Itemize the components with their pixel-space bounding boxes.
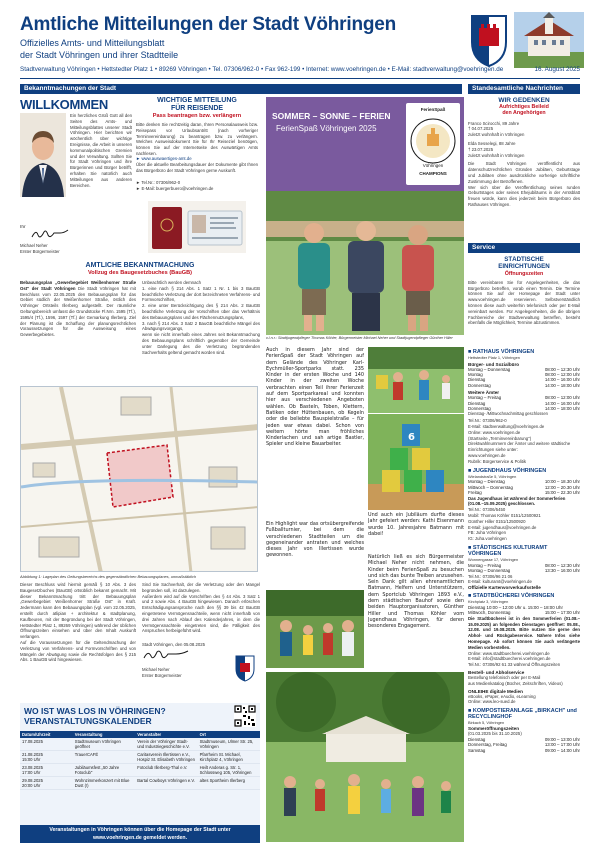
obituary-entry: Elda Sesselegi, 88 Jahre † 23.07.2025 zuletzt wohnhaft in Vöhringen [468, 140, 525, 158]
travel-text: Bitte denken Sie rechtzeitig daran, Ihren Personalausweis bzw. Reisepass vor Urlaubsantritt (nach vorheriger Terminvereinbarung) zu beantragen bzw. zu verlängern. Welches Ausweisdokument Sie für Ihr Reiseziel benötigen, können Sie auf der Internetseite des Auswärtigen Amts nachlesen. [136, 122, 258, 156]
kultur-extra: Offizielle Kartenvorverkaufsstelle [468, 585, 541, 591]
logo-text-1: FerienSpaß [420, 107, 446, 112]
hours-row: Montag – Donnerstag 08:00 – 12:30 Uhr [468, 366, 580, 372]
masthead-divider [20, 78, 580, 79]
kultur-address: Wonnengasse 17, Vöhringen [468, 557, 519, 563]
service-title-2: EINRICHTUNGEN [498, 263, 550, 271]
calendar-footer-2[interactable]: www.voehringen.de gemeldet werden. [92, 835, 188, 841]
calendar-col-event: Veranstaltung [73, 731, 135, 738]
hours-row: Montag – Freitag 08:00 – 12:00 Uhr [468, 395, 580, 401]
hours-row: Montag – Donnerstag 13:30 – 16:00 Uhr [468, 568, 580, 574]
hours-row: Donnerstag 14:00 – 18:00 Uhr [468, 382, 580, 388]
kids-photo-1 [368, 347, 464, 413]
buecherei-title: ■ STADTBÜCHEREI VÖHRINGEN [468, 593, 555, 600]
hours-row: Mittwoch – Donnerstag 12:00 – 20.30 Uhr [468, 484, 580, 490]
hours-row: Montag – Dienstag 10:00 – 18.30 Uhr [468, 479, 580, 485]
table-cell: 17.08.2025 [20, 738, 73, 751]
jugend-title: ■ JUGENDHAUS VÖHRINGEN [468, 467, 547, 474]
notice-col2b-text: Sind Sie Sachverhalt, der die Verletzung oder den Mangel begründen soll, ist darzulegen. Außerdem wird auf die Vorschriften des § 44 Abs. 3 Satz 1 und 2 sowie Abs. 4 BauGB hingewiesen. Danach erlöschen Entschädigungsansprüche nach den §§ 39 bis 42 BauGB eingetretene Vermögensnachteile, wenn nicht innerhalb von drei Jahren nach Ablauf des Kalenderjahres, in dem die Vermögensnachteile eingetreten sind, die Fälligkeit des Anspruches herbeigeführt wird. [142, 582, 260, 634]
cans-photo [368, 414, 464, 510]
table-cell: Bartal Cowboys Vöhringen e.V. [135, 777, 197, 790]
kultur-title: ■ STÄDTISCHES KULTURAMT VÖHRINGEN [468, 545, 548, 558]
table-cell: 29.08.2025 20:00 Uhr [20, 777, 73, 790]
obituary-title-2: Aufrichtiges Beileid [499, 104, 549, 110]
rathaus-address: Hettstedter Platz 1, Vöhringen [468, 354, 520, 360]
table-row [20, 738, 260, 751]
table-row [20, 751, 260, 764]
travel-link[interactable]: ► www.auswaertiges-amt.de [136, 156, 192, 161]
table-cell: Heilt Anderas g. Str. 1, Schlossweg 105, Vöhringen [198, 764, 260, 777]
notice-column-1b: Dieser Beschluss wird hiermit gemäß § 10 Abs. 3 des Baugesetzbuches (BauGB) ortsüblich bekannt gemacht. Mit dieser Bekanntmachung tritt der Bebauungsplan „Gewerbegebiet Weißenhorner Straße Ost" in Kraft. Jedermann kann den Bebauungsplan (vgl. vom 22.05.2025, erstellt durch atlipian + architektur & stadtplanung, Kaufbeuren, mit der Begründung bei der Stadt Vöhringen, Hettstedter Platz 1, 89269 Vöhringen) während der üblichen Öffnungszeiten einsehen und über den Inhalt Auskunft verlangen. Auf die Voraussetzungen für die Geltendmachung der Verletzung von Verfahrens- und Formvorschriften und von Mängeln der Abwägung sowie die Rechtsfolgen des § 215 Abs. 1 BauGB wird hingewiesen. [20, 582, 136, 663]
service-header: Service [468, 243, 580, 253]
hours-row: Dienstag 10:00 – 12:00 Uhr u. 15:00 – 18:00 Uhr [468, 605, 563, 611]
bestell-text: Bestellung telefonisch oder per E-Mail aus Medienkatalog (Bücher, Zeitschriften, Videos) [468, 675, 563, 686]
festival-photo [266, 672, 464, 842]
table-cell: altes Sportheim Illerberg [198, 777, 260, 790]
notice-col1-text: Die Stadt Vöhringen hat mit Beschluss vom 22.05.2025 den Bebauungsplan für das Gebiet südlich der Weißenhorner Straße, östlich des Vöhringer Ortsteils Illerberg aufgestellt. Der räumliche Geltungsbereich umfasst die Grundstücke Fl.Nrn. 1595 (Tf.), 1595/4 (Tf.), 1596, 1597 (Tf.) der Gemarkung Illerberg. Ziel der Planung ist die Schaffung der planungsrechtlichen Voraussetzungen für die Ausweisung eines Gewerbegebietes. [20, 285, 136, 338]
kompost-address: Birkach 5, Vöhringen [468, 720, 505, 726]
map-caption: Abbildung 1: Lageplan des Geltungsbereichs des gegenständlichen Bebauungsplanes, unmaßstäblich [20, 574, 197, 579]
notice-subtitle: Vollzug des Baugesetzbuches (BauGB) [87, 270, 193, 276]
table-cell: Wohnzimmerkonzert mit Blue Dust (!) [73, 777, 135, 790]
welcome-box [20, 97, 132, 255]
welcome-title: WILLKOMMEN [20, 97, 108, 112]
hours-row: Montag – Freitag 08:00 – 12:30 Uhr [468, 562, 580, 568]
notice-signer-role: Erster Bürgermeister [142, 672, 182, 678]
table-cell: Fotoclub Illerberg-Thal e.V. [135, 764, 197, 777]
rathaus-title: ■ RATHAUS VÖHRINGEN [468, 348, 535, 355]
welcome-signer-role: Erster Bürgermeister [20, 249, 60, 254]
buecherei-address: Kirchplatz 3, Vöhringen [468, 599, 509, 605]
service-title-1: STÄDTISCHE [504, 256, 544, 263]
kompost-range: (01.03.2025 bis 31.10.2025) [468, 730, 522, 736]
calendar-footer [20, 825, 260, 843]
town-hall-image [514, 12, 584, 68]
kompost-sub: Sommeröffnungszeiten [468, 725, 520, 731]
contact-bar [20, 66, 580, 76]
service-title-3: Öffnungszeiten [504, 270, 544, 277]
logo-text-3: CHAMPIONS [419, 171, 447, 176]
table-cell: Jubiläumsfest „50 Jahre Fotoclub" [73, 764, 135, 777]
city-crest-icon [468, 12, 510, 68]
left-section-header: Bekanntmachungen der Stadt [20, 84, 462, 94]
obituary-title-1: WIR GEDENKEN [498, 97, 550, 104]
onleihe-text[interactable]: eBooks, ePaper, eAudio, eLearning Online: www.leo-sued.de [468, 693, 536, 705]
buecherei-note: Die Stadtbücherei ist in den Sommerferien (01.08.–15.09.2025) an folgenden Dienstagen geöffnet: 05.08., 12.08. und 19.08.2025. Bitte nutzen Sie gerne den Abhol- und Rückgabeservice. Nähere Infos siehe Homepage. Ab sofort können Sie auch verlängerte Medien vorbestellen. [468, 615, 580, 650]
kompost-title: ■ KOMPOSTIERANLAGE „BIRKACH" und RECYCLINGHOF [468, 708, 577, 721]
travel-notice [136, 97, 258, 257]
rathaus-contact[interactable]: Tel.Nr.: 07306/962-0 E-Mail: stadtverwaltung@voehringen.de Online: www.voehringen.de (Startseite „Terminvereinbarung") Direktwahlnummern der Ämter und weitere städtische Einrichtungen siehe unter: www.voehringen.de Rubrik: Bürgerservice & Politik [468, 418, 571, 464]
travel-title-2: FÜR REISENDE [170, 105, 224, 112]
newspaper-title: Amtliche Mitteilungen der Stadt Vöhringen [20, 14, 397, 35]
jugend-contact[interactable]: Tel.Nr.: 07306/5450 Mobil: Thomas Köhler 0151/12500921 Günther Hiller 0151/12500920 E-Mail: jugendhaus@voehringen.de FB: Juha Vöhringen IG: Juha.voehringen [468, 507, 541, 542]
ferien-text-1: Auch in diesem Jahr sind der FerienSpaß der Stadt Vöhringen auf dem Gelände des Vöhringer Karl-Eychmüller-Sportparks statt. 235 Kinder in der ersten Woche und 140 Kinder in der zweiten Woche verbrachten einen Teil ihrer Ferienzeit auf dem Sportparkareal und konnten hier aus verschiedenen Angeboten wählen. Ob Basteln, Toben, Klettern, Batiken oder Hüttenbauen, ob Kegeln oder die beliebte Bauspielstraße – für jeden war etwas dabei. Schon von weitem hörte man fröhliches Kinderlachen und sah artige Bastler, Spieler und kleine Bauarbeiter. [266, 347, 364, 448]
notice-signer-name: Michael Neher [142, 666, 170, 672]
right-section-header: Standesamtliche Nachrichten [468, 84, 580, 94]
travel-title-1: WICHTIGE MITTEILUNG [157, 97, 237, 104]
hours-row: Dienstag 14:00 – 16:00 Uhr [468, 400, 580, 406]
newspaper-subtitle-1: Offizielles Amts- und Mitteilungsblatt [20, 38, 165, 48]
mayor-portrait [20, 113, 66, 197]
official-notice [20, 262, 260, 690]
weitere-title: Weitere Ämter [468, 390, 500, 396]
kids-photo-2 [266, 590, 364, 668]
group-photo [266, 191, 464, 335]
buecherei-contact[interactable]: Online: www.stadtbuecherei.voehringen.de E-Mail: info@stadtbuecherei.voehringen.de Tel.Nr.: 07306/92 61 33 während Öffnungszeiten [468, 650, 561, 668]
ferien-text-4: Natürlich ließ es sich Bürgermeister Michael Neher nicht nehmen, die Kinder beim FerienSpaß zu besuchen und sich das bunte Treiben anzusehen. Sein Dank gilt allen ehrenamtlichen Batmann, Helfern und Unterstützern, dem Sportclub Vöhringen 1893 e.V., dem städtischen Bauhof sowie den beiden Hauptorganisatoren, Günther Hiller und Thomas Köhler vom Jugendhaus Vöhringen, für deren besonderes Engagement. [368, 554, 464, 630]
travel-subtitle: Pass beantragen bzw. verlängern [152, 113, 242, 119]
mayor-signature-icon [30, 227, 70, 241]
hours-row: Dienstag 14:00 – 16:00 Uhr [468, 377, 580, 383]
group-photo-caption: v.l.n.r.: Stadtjugendpfleger Thomas Köhler, Bürgermeister Michael Neher und Stadtjugendpfleger Günther Hiller [266, 336, 453, 340]
notice-column-2b [142, 582, 260, 690]
jugend-address: Wielandstraße 5, Vöhringen [468, 473, 517, 479]
table-row [20, 777, 260, 790]
ferienspass-banner [266, 97, 464, 191]
hours-row: Montag 08:00 – 12:00 Uhr [468, 372, 580, 378]
calendar-col-organizer: Veranstalter [135, 731, 197, 738]
ferien-text-3: Und auch ein Jubiläum durfte dieses Jahr gefeiert werden: Kathi Eisenmann wurde 10. Jahresjahre Batmann mit dabei! [368, 512, 464, 537]
notice-place-date: Stadt Vöhringen, den 05.08.2025 [142, 642, 206, 647]
hours-row: Donnerstag, Freitag 13:00 – 17:00 Uhr [468, 742, 580, 748]
calendar-title-2: VERANSTALTUNGSKALENDER [24, 716, 152, 726]
travel-email[interactable]: ► E-Mail: buergerbuero@voehringen.de [136, 185, 214, 191]
newspaper-subtitle-2: der Stadt Vöhringen und ihrer Stadtteile [20, 50, 179, 60]
contact-info: Stadtverwaltung Vöhringen • Hettstedter Platz 1 • 89269 Vöhringen • Tel. 07306/962-0 • Fax 962-199 • Internet: www.voehringen.de • E-Mail: stadtverwaltung@voehringen.de [20, 66, 504, 73]
hours-row: Mittwoch, Donnerstag 15:00 – 17:00 Uhr [468, 610, 580, 616]
obituary-title-3: den Angehörigen [502, 110, 546, 117]
hours-row: Freitag 15:00 – 22.30 Uhr [468, 490, 580, 496]
masthead [20, 14, 460, 70]
site-plan-map [20, 386, 258, 572]
event-calendar [20, 703, 260, 843]
table-cell: Caritasverein Illertissen e.V., Hospiz St. Elisabeth Vöhringen [135, 751, 197, 764]
qr-code-icon[interactable] [234, 705, 256, 727]
calendar-footer-1: Veranstaltungen in Vöhringen können über die Homepage der Stadt unter [49, 827, 231, 833]
hours-row: Donnerstag 14:00 – 18:00 Uhr [468, 406, 580, 412]
table-cell: Stadtmuseum Vöhringen geöffnet [73, 738, 135, 751]
notice-title: AMTLICHE BEKANNTMACHUNG [85, 262, 195, 269]
svg-text:6: 6 [408, 432, 415, 443]
bestell-title: Bestell- und Abholservice [468, 670, 525, 675]
passport-image [148, 201, 246, 253]
travel-text-2: Über die aktuelle Bearbeitungsdauer der Dokumente gibt Ihnen das Bürgerbüro der Stadt Vöhringen gerne Auskunft. [136, 161, 258, 173]
calendar-table [20, 731, 260, 790]
jugend-note: Das Jugendhaus ist während der Sommerferien (01.08.–15.09.2025) geschlossen. [468, 495, 566, 507]
city-seal-icon [234, 654, 256, 682]
service-section [468, 256, 580, 844]
travel-phone: ► Tel.Nr.: 07306/962-0 [136, 179, 181, 185]
notice-signature-icon [142, 648, 202, 662]
obituary-entry: Franco Scirocchi, 89 Jahre † 04.07.2025 zuletzt wohnhaft in Vöhringen [468, 120, 525, 138]
banner-line-1: SOMMER – SONNE – FERIEN [272, 111, 391, 121]
table-cell: Stadtmuseum, Ulmer Str. 25, Vöhringen [198, 738, 260, 751]
weitere-note: Dienstag- /Mittwochnachmittag geschlossen [468, 411, 548, 417]
obituary-section [468, 97, 580, 245]
kultur-contact[interactable]: Tel.Nr.: 07306/96 21 06 E-Mail: kulturamt@voehringen.de [468, 573, 532, 585]
notice-column-2: Unbeachtlich werden demnach 1. eine nach § 214 Abs. 1 Satz 1 Nr. 1 bis 3 BauGB beachtliche Verletzung der dort bezeichneten Verfahrens- und Formvorschriften, 2. eine unter Berücksichtigung des § 214 Abs. 2 BauGB beachtliche Verletzung der Vorschriften über das Verhältnis des Bebauungsplans und des Flächennutzungsplans, 3. nach § 214 Abs. 3 Satz 2 BauGB beachtliche Mängel des Abwägungsvorgangs, wenn sie nicht innerhalb eines Jahres seit Bekanntmachung des Bebauungsplans schriftlich gegenüber der Gemeinde unter Darlegung des die Verletzung begründenden Sachverhalts geltend gemacht worden sind. [142, 280, 260, 355]
welcome-signer-name: Michael Neher [20, 243, 48, 248]
obituary-note: Die Stadt Vöhringen veröffentlicht aus datenschutzrechtlichen Gründen Jubiläen, Geburtstage und Jubiläen ohne ausdrückliche vorherige schriftliche Zustimmung der Betroffenen. Wer sich über die Veröffentlichung seines runden Geburtstages oder seines Ehejubiläums in der Amtsblatt freuen würde, kann dies jederzeit beim Bürgerbüro des Rathauses Vöhringen. [468, 161, 580, 207]
buerger-title: Bürger- und Sozialbüro [468, 361, 520, 367]
notice-column-1 [20, 280, 136, 384]
notice-lead: Bebauungsplan „Gewerbegebiet Weißenhorner Straße Ost" der Stadt Vöhringen [20, 280, 136, 291]
calendar-title-1: WO IST WAS LOS IN VÖHRINGEN? [24, 706, 166, 716]
table-row [20, 764, 260, 777]
ferienspass-logo [406, 103, 460, 185]
hours-row: Dienstag 09:00 – 13:00 Uhr [468, 736, 580, 742]
calendar-col-location: Ort [198, 731, 260, 738]
table-cell: Pfarrheim St. Michael, Kirchplatz 4, Vöhringen [198, 751, 260, 764]
service-intro: Bitte vereinbaren Sie für Angelegenheiten, die das Bürgerbüro betreffen, vorab einen Termin. Die Termine können Sie auf der Homepage der Stadt unter www.voehringen.de reservieren. Selbstverständlich können diese auch weiterhin telefonisch oder per E-Mail vereinbart werden. Für Angelegenheiten, die die übrigen Fachbereiche der Stadtverwaltung betreffen, besteht ebenfalls die Möglichkeit, Termine abzustimmen. [468, 279, 580, 326]
table-cell: 23.08.2025 17:00 Uhr [20, 764, 73, 777]
hours-row: Samstag 09:00 – 14:00 Uhr [468, 747, 580, 753]
table-cell: Verein der Vöhringer Stadt- und Industriegeschichte e.V. [135, 738, 197, 751]
table-cell: TrauerCAFÉ [73, 751, 135, 764]
onleihe-title: ONLEIHE digitale Medien [468, 688, 523, 694]
welcome-text: Ein herzliches Grüß Gott all den Seiten des Amts- und Mitteilungsblattes unserer Stadt Vöhringen. Hier berichten wir wöchentlich über wichtige Ereignisse, die Arbeit in unseren kommunalpolitischen Gremien und der Verwaltung. Sollten Sie für Stadt Vöhringen und ihre Bürgerinnen und Bürger betrifft, erhalten Sie natürlich auch Mitteilungen aus anderen Bereichen. [70, 113, 132, 188]
ferien-text-2: Ein Highlight war das ortsübergreifende Fußballturnier, bei dem die verschiedenen Stadtteilen um die gegeneinander antraten und welches dieses Jahr von Illertissen wurde gewonnen. [266, 521, 364, 559]
calendar-col-date: Datum/Uhrzeit [20, 731, 73, 738]
welcome-greeting: Ihr [20, 225, 26, 230]
banner-line-2: FerienSpaß Vöhringen 2025 [276, 124, 377, 133]
travel-link-text[interactable]: www.auswaertiges-amt.de [141, 156, 192, 161]
logo-text-2: Vöhringen [422, 163, 444, 168]
table-cell: 21.08.2025 15:00 Uhr [20, 751, 73, 764]
issue-date: 16. August 2025 [534, 66, 580, 73]
